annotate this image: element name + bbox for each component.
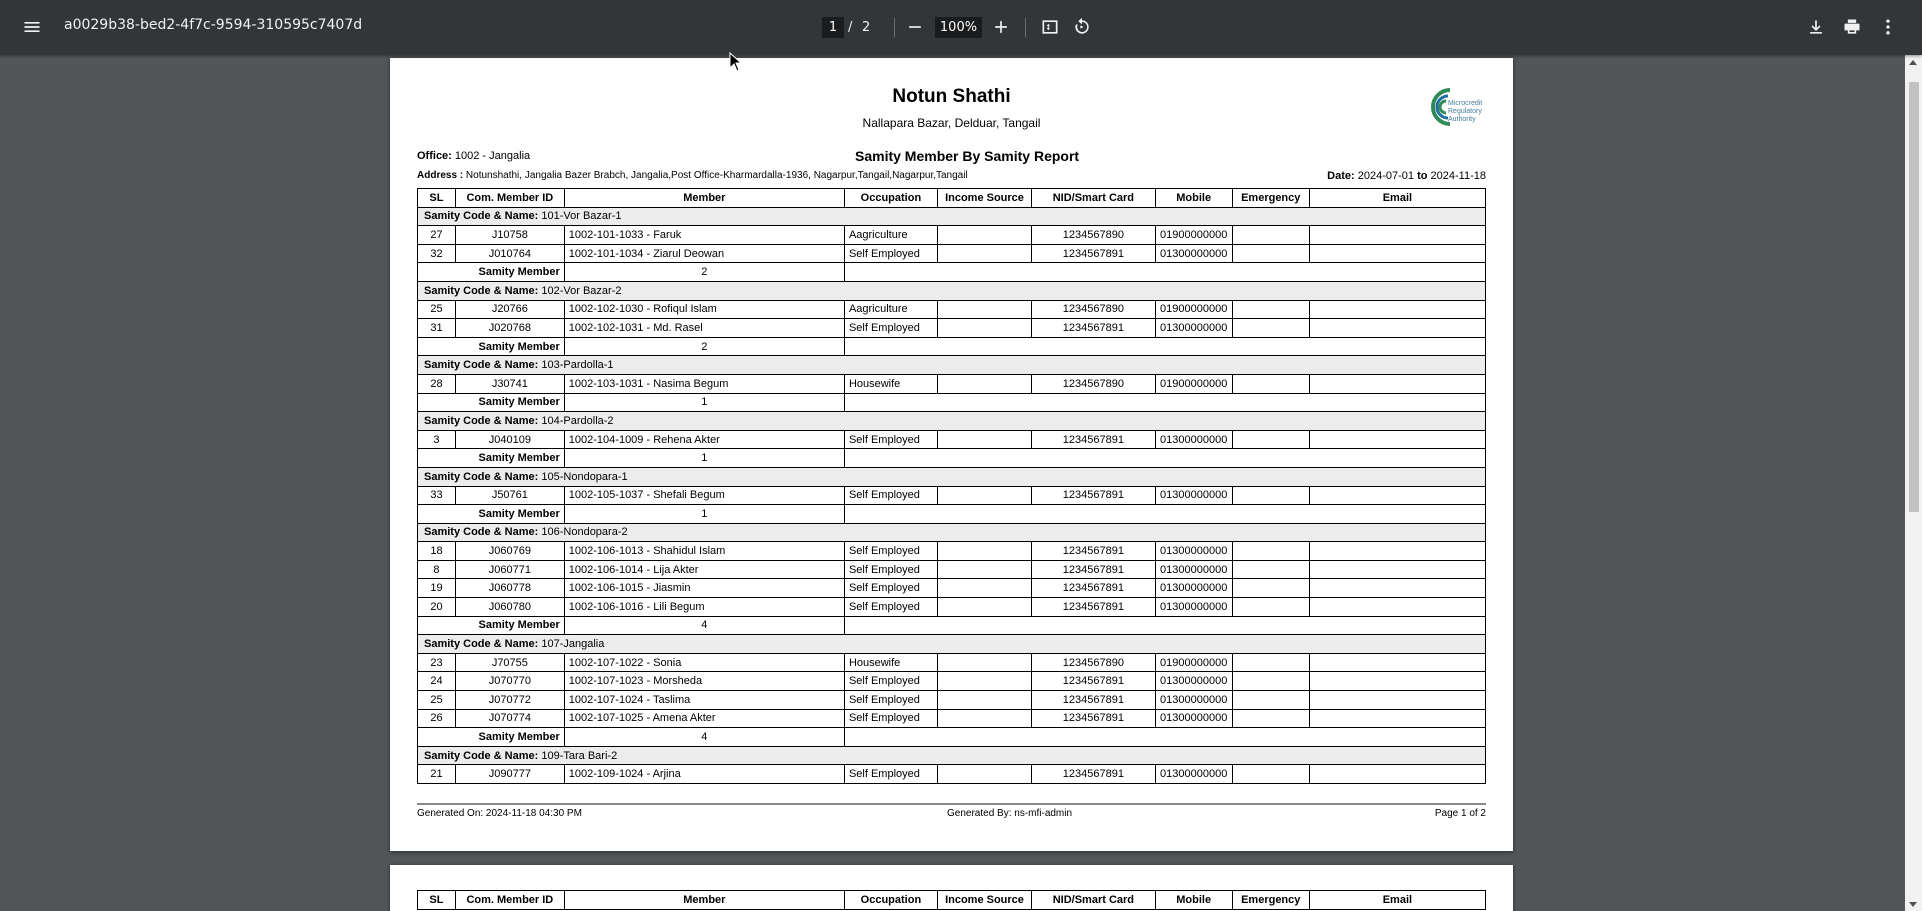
summary-label: Samity Member [418,616,565,635]
occupation-cell: Housewife [844,374,937,393]
sl-cell: 25 [418,300,456,319]
member-id-cell: J10758 [455,226,564,245]
print-icon[interactable] [1836,11,1868,43]
summary-count: 2 [564,263,844,282]
emergency-cell [1232,560,1309,579]
emergency-cell [1232,691,1309,710]
column-header: Emergency [1232,189,1309,208]
email-cell [1309,226,1485,245]
samity-summary-row [418,616,1486,635]
member-id-cell: J50761 [455,486,564,505]
column-header: Member [564,189,844,208]
column-header: Income Source [937,189,1031,208]
emergency-cell [1232,653,1309,672]
column-header: Email [1309,891,1485,910]
occupation-cell: Self Employed [844,542,937,561]
occupation-cell: Aagriculture [844,226,937,245]
member-cell: 1002-104-1009 - Rehena Akter [564,430,844,449]
report-title: Samity Member By Samity Report [855,148,1080,164]
download-icon[interactable] [1800,11,1832,43]
nid-cell: 1234567890 [1032,374,1156,393]
scrollbar-thumb[interactable] [1909,82,1919,512]
email-cell [1309,430,1485,449]
occupation-cell: Self Employed [844,691,937,710]
summary-filler [844,616,1485,635]
document-title: a0029b38-bed2-4f7c-9594-310595c7407d [64,17,363,33]
date-label: Date: [1327,170,1355,182]
table-row [418,319,1486,338]
occupation-cell: Self Employed [844,709,937,728]
member-id-cell: J060769 [455,542,564,561]
email-cell [1309,244,1485,263]
member-cell: 1002-103-1031 - Nasima Begum [564,374,844,393]
generated-by: Generated By: ns-mfi-admin [947,808,1073,819]
member-id-cell: J30741 [455,374,564,393]
mobile-cell: 01300000000 [1155,691,1232,710]
income-source-cell [937,709,1031,728]
occupation-cell: Self Employed [844,486,937,505]
samity-summary-row [418,337,1486,356]
samity-group-row [418,207,1486,226]
group-label: Samity Code & Name: [424,749,539,762]
email-cell [1309,560,1485,579]
samity-group-cell [418,412,1486,431]
mobile-cell: 01300000000 [1155,579,1232,598]
income-source-cell [937,579,1031,598]
occupation-cell: Housewife [844,653,937,672]
page-indicator: Page 1 of 2 [1434,808,1486,819]
email-cell [1309,653,1485,672]
samity-group-row [418,635,1486,654]
member-cell: 1002-101-1034 - Ziarul Deowan [564,244,844,263]
member-cell: 1002-106-1016 - Lili Begum [564,598,844,617]
sl-cell: 28 [418,374,456,393]
sl-cell: 21 [418,765,456,784]
samity-group-row [418,746,1486,765]
mobile-cell: 01900000000 [1155,300,1232,319]
footer-divider [417,803,1486,805]
samity-summary-row [418,393,1486,412]
income-source-cell [937,542,1031,561]
member-id-cell: J20766 [455,300,564,319]
group-label: Samity Code & Name: [424,414,539,427]
company-name: Notun Shathi [892,86,1011,107]
occupation-cell: Self Employed [844,430,937,449]
summary-label: Samity Member [418,337,565,356]
emergency-cell [1232,300,1309,319]
samity-group-cell [418,746,1486,765]
samity-group-row [418,523,1486,542]
table-row [418,430,1486,449]
income-source-cell [937,691,1031,710]
group-name: 102-Vor Bazar-2 [541,284,622,297]
income-source-cell [937,765,1031,784]
page-number-input[interactable]: 1 [822,17,844,38]
summary-count: 1 [564,449,844,468]
group-label: Samity Code & Name: [424,526,539,539]
more-options-icon[interactable] [1872,11,1904,43]
nid-cell: 1234567891 [1032,691,1156,710]
occupation-cell: Self Employed [844,560,937,579]
member-id-cell: J070774 [455,709,564,728]
group-name: 109-Tara Bari-2 [541,749,618,762]
group-label: Samity Code & Name: [424,284,539,297]
member-cell: 1002-105-1037 - Shefali Begum [564,486,844,505]
occupation-cell: Self Employed [844,244,937,263]
report-table-page-2 [417,890,1486,910]
samity-summary-row [418,449,1486,468]
column-header: Mobile [1155,891,1232,910]
fit-to-page-icon[interactable] [1034,11,1066,43]
samity-summary-row [418,728,1486,747]
mobile-cell: 01300000000 [1155,709,1232,728]
member-id-cell: J020768 [455,319,564,338]
summary-label: Samity Member [418,449,565,468]
group-name: 101-Vor Bazar-1 [541,210,622,223]
column-header: Emergency [1232,891,1309,910]
nid-cell: 1234567890 [1032,653,1156,672]
emergency-cell [1232,244,1309,263]
summary-filler [844,449,1485,468]
pdf-page-2 [390,865,1513,911]
summary-count: 1 [564,505,844,524]
member-id-cell: J090777 [455,765,564,784]
income-source-cell [937,374,1031,393]
rotate-icon[interactable] [1066,11,1098,43]
income-source-cell [937,226,1031,245]
occupation-cell: Self Employed [844,765,937,784]
address-line [417,170,968,181]
occupation-cell: Self Employed [844,579,937,598]
income-source-cell [937,672,1031,691]
table-row [418,560,1486,579]
email-cell [1309,691,1485,710]
summary-label: Samity Member [418,505,565,524]
member-cell: 1002-107-1024 - Taslima [564,691,844,710]
emergency-cell [1232,319,1309,338]
email-cell [1309,709,1485,728]
sl-cell: 24 [418,672,456,691]
nid-cell: 1234567890 [1032,300,1156,319]
sl-cell: 26 [418,709,456,728]
sl-cell: 19 [418,579,456,598]
table-row [418,486,1486,505]
income-source-cell [937,430,1031,449]
nid-cell: 1234567891 [1032,430,1156,449]
mobile-cell: 01900000000 [1155,653,1232,672]
date-to: 2024-11-18 [1430,170,1486,182]
nid-cell: 1234567891 [1032,765,1156,784]
occupation-cell: Aagriculture [844,300,937,319]
mobile-cell: 01900000000 [1155,374,1232,393]
mouse-cursor-icon [729,52,743,72]
nid-cell: 1234567891 [1032,319,1156,338]
mobile-cell: 01300000000 [1155,765,1232,784]
member-cell: 1002-101-1033 - Faruk [564,226,844,245]
office-label: Office: [417,150,452,162]
samity-group-row [418,356,1486,375]
nid-cell: 1234567891 [1032,560,1156,579]
toolbar-divider [1025,18,1026,37]
table-header-row [418,891,1486,910]
samity-group-row [418,281,1486,300]
summary-label: Samity Member [418,728,565,747]
table-row [418,300,1486,319]
group-name: 103-Pardolla-1 [541,359,614,372]
nid-cell: 1234567891 [1032,579,1156,598]
email-cell [1309,579,1485,598]
email-cell [1309,300,1485,319]
nid-cell: 1234567891 [1032,709,1156,728]
table-row [418,374,1486,393]
column-header: Occupation [844,891,937,910]
nid-cell: 1234567891 [1032,598,1156,617]
member-cell: 1002-107-1022 - Sonia [564,653,844,672]
emergency-cell [1232,672,1309,691]
member-cell: 1002-106-1015 - Jiasmin [564,579,844,598]
emergency-cell [1232,226,1309,245]
income-source-cell [937,598,1031,617]
sl-cell: 18 [418,542,456,561]
column-header: Com. Member ID [455,891,564,910]
mobile-cell: 01300000000 [1155,430,1232,449]
logo-text: Microcredit Regulatory Authority [1448,100,1483,123]
income-source-cell [937,244,1031,263]
member-cell: 1002-102-1031 - Md. Rasel [564,319,844,338]
sl-cell: 31 [418,319,456,338]
summary-filler [844,393,1485,412]
summary-label: Samity Member [418,263,565,282]
member-cell: 1002-106-1014 - Lija Akter [564,560,844,579]
pdf-page-1 [390,58,1513,851]
summary-filler [844,728,1485,747]
group-label: Samity Code & Name: [424,210,539,223]
company-address: Nallapara Bazar, Delduar, Tangail [862,116,1041,130]
email-cell [1309,374,1485,393]
summary-count: 4 [564,728,844,747]
menu-icon[interactable] [16,11,48,43]
column-header: SL [418,891,456,910]
table-row [418,709,1486,728]
nid-cell: 1234567891 [1032,672,1156,691]
column-header: Mobile [1155,189,1232,208]
column-header: SL [418,189,456,208]
table-row [418,598,1486,617]
mobile-cell: 01300000000 [1155,560,1232,579]
column-header: Com. Member ID [455,189,564,208]
sl-cell: 27 [418,226,456,245]
email-cell [1309,598,1485,617]
sl-cell: 25 [418,691,456,710]
table-row [418,672,1486,691]
summary-label: Samity Member [418,393,565,412]
email-cell [1309,542,1485,561]
occupation-cell: Self Employed [844,598,937,617]
member-id-cell: J060780 [455,598,564,617]
member-id-cell: J070772 [455,691,564,710]
table-row [418,579,1486,598]
office-value: 1002 - Jangalia [454,150,531,162]
generated-on: Generated On: 2024-11-18 04:30 PM [417,808,582,819]
toolbar-divider [894,18,895,37]
summary-count: 4 [564,616,844,635]
income-source-cell [937,319,1031,338]
table-header-row [418,189,1486,208]
samity-group-row [418,467,1486,486]
mobile-cell: 01300000000 [1155,542,1232,561]
sl-cell: 8 [418,560,456,579]
emergency-cell [1232,579,1309,598]
table-row [418,226,1486,245]
group-label: Samity Code & Name: [424,359,539,372]
income-source-cell [937,486,1031,505]
mobile-cell: 01300000000 [1155,486,1232,505]
table-row [418,542,1486,561]
mobile-cell: 01300000000 [1155,244,1232,263]
date-from: 2024-07-01 [1357,170,1415,182]
mobile-cell: 01300000000 [1155,598,1232,617]
samity-group-row [418,412,1486,431]
samity-group-cell [418,207,1486,226]
mobile-cell: 01300000000 [1155,672,1232,691]
column-header: Email [1309,189,1485,208]
emergency-cell [1232,374,1309,393]
samity-summary-row [418,263,1486,282]
column-header: NID/Smart Card [1032,189,1156,208]
date-to-label: to [1417,170,1428,182]
sl-cell: 33 [418,486,456,505]
member-id-cell: J70755 [455,653,564,672]
group-label: Samity Code & Name: [424,470,539,483]
sl-cell: 20 [418,598,456,617]
income-source-cell [937,560,1031,579]
samity-group-cell [418,356,1486,375]
samity-group-cell [418,281,1486,300]
summary-count: 1 [564,393,844,412]
group-name: 107-Jangalia [541,638,605,651]
address-label: Address : [417,170,464,181]
group-name: 104-Pardolla-2 [541,414,614,427]
table-row [418,765,1486,784]
member-id-cell: J070770 [455,672,564,691]
samity-group-cell [418,523,1486,542]
occupation-cell: Self Employed [844,672,937,691]
member-id-cell: J060771 [455,560,564,579]
office-line [417,150,530,162]
table-row [418,653,1486,672]
date-range [1327,170,1486,182]
group-name: 106-Nondopara-2 [541,526,628,539]
column-header: Member [564,891,844,910]
member-cell: 1002-107-1023 - Morsheda [564,672,844,691]
pdf-toolbar [0,0,1922,55]
member-cell: 1002-106-1013 - Shahidul Islam [564,542,844,561]
summary-count: 2 [564,337,844,356]
emergency-cell [1232,765,1309,784]
income-source-cell [937,300,1031,319]
member-id-cell: J060778 [455,579,564,598]
column-header: Income Source [937,891,1031,910]
member-cell: 1002-107-1025 - Amena Akter [564,709,844,728]
scroll-up-icon[interactable] [1909,60,1917,65]
table-row [418,691,1486,710]
member-cell: 1002-109-1024 - Arjina [564,765,844,784]
zoom-in-button[interactable] [985,11,1017,43]
mobile-cell: 01300000000 [1155,319,1232,338]
email-cell [1309,319,1485,338]
nid-cell: 1234567891 [1032,542,1156,561]
samity-summary-row [418,505,1486,524]
group-label: Samity Code & Name: [424,638,539,651]
income-source-cell [937,653,1031,672]
emergency-cell [1232,542,1309,561]
member-id-cell: J010764 [455,244,564,263]
group-name: 105-Nondopara-1 [541,470,628,483]
report-table [417,188,1486,784]
email-cell [1309,765,1485,784]
sl-cell: 32 [418,244,456,263]
sl-cell: 23 [418,653,456,672]
summary-filler [844,505,1485,524]
table-row [418,244,1486,263]
emergency-cell [1232,598,1309,617]
occupation-cell: Self Employed [844,319,937,338]
scroll-down-icon[interactable] [1909,902,1917,907]
email-cell [1309,486,1485,505]
summary-filler [844,337,1485,356]
member-id-cell: J040109 [455,430,564,449]
nid-cell: 1234567891 [1032,244,1156,263]
nid-cell: 1234567891 [1032,486,1156,505]
member-cell: 1002-102-1030 - Rofiqul Islam [564,300,844,319]
emergency-cell [1232,709,1309,728]
samity-group-cell [418,467,1486,486]
nid-cell: 1234567890 [1032,226,1156,245]
total-pages: 2 [862,20,871,35]
mobile-cell: 01900000000 [1155,226,1232,245]
column-header: Occupation [844,189,937,208]
email-cell [1309,672,1485,691]
zoom-out-button[interactable] [899,11,931,43]
zoom-level-input[interactable]: 100% [935,17,982,38]
samity-group-cell [418,635,1486,654]
emergency-cell [1232,430,1309,449]
page-separator: / [848,20,853,35]
address-value: Notunshathi, Jangalia Bazer Brabch, Jangalia,Post Office-Kharmardalla-1936, Nagarpur,Tangail,Nagarpur,Tangail [465,170,968,181]
sl-cell: 3 [418,430,456,449]
column-header: NID/Smart Card [1032,891,1156,910]
summary-filler [844,263,1485,282]
emergency-cell [1232,486,1309,505]
